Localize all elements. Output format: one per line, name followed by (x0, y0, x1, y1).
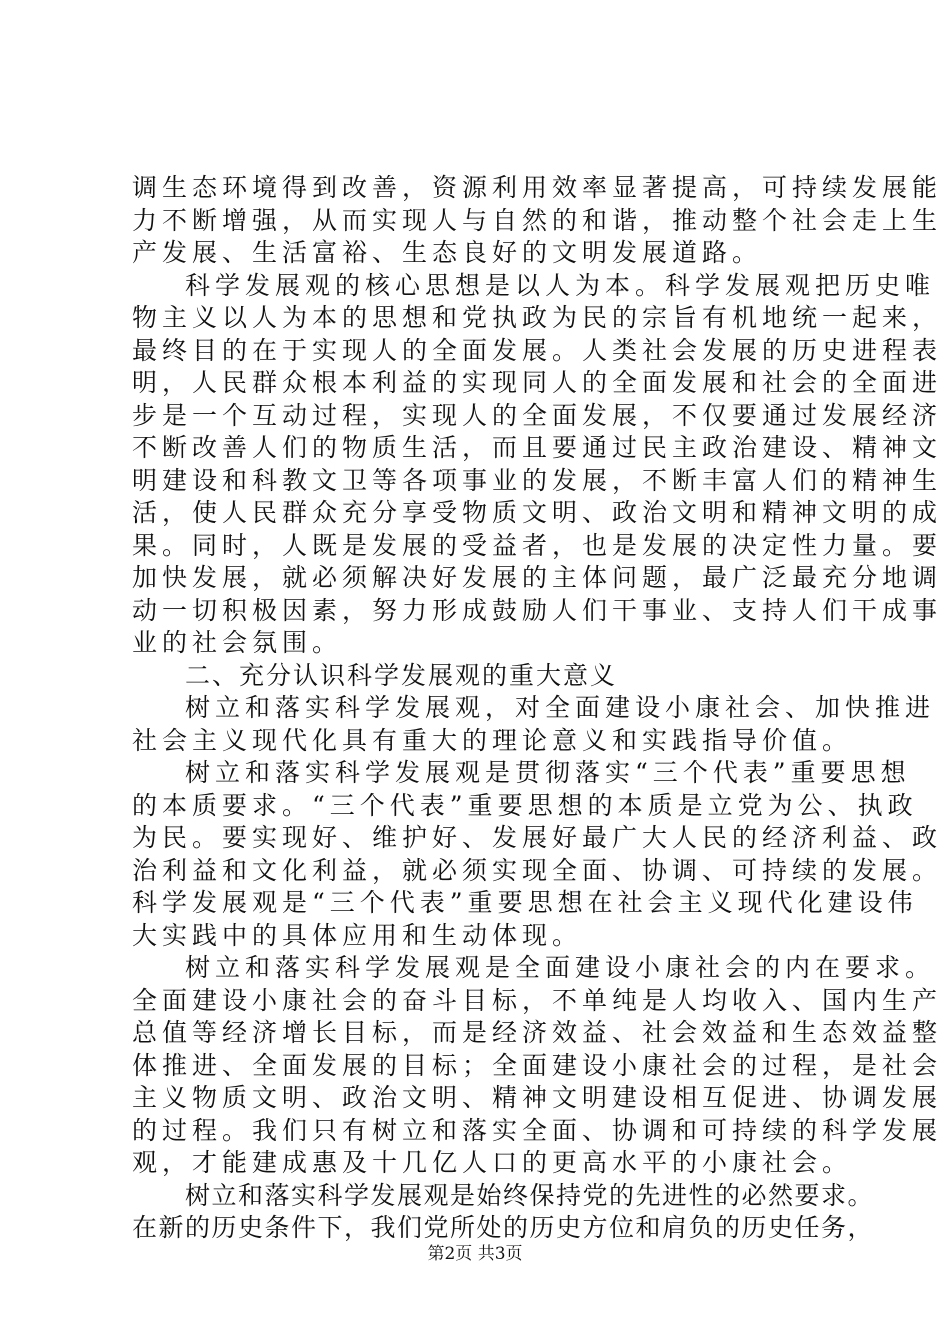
text-line: 最终目的在于实现人的全面发展。人类社会发展的历史进程表 (132, 335, 943, 365)
body-text (132, 172, 943, 1245)
page-footer: 第2页 共3页 (427, 1244, 523, 1264)
text-line: 的本质要求。“三个代表”重要思想的本质是立党为公、执政 (132, 790, 918, 820)
text-line: 加快发展，就必须解决好发展的主体问题，最广泛最充分地调 (132, 563, 943, 592)
text-line: 业的社会氛围。 (132, 628, 343, 657)
text-line: 产发展、生活富裕、生态良好的文明发展道路。 (132, 238, 763, 267)
text-line: 果。同时，人既是发展的受益者，也是发展的决定性力量。要 (132, 530, 943, 560)
text-line: 树立和落实科学发展观是贯彻落实“三个代表”重要思想 (185, 758, 911, 787)
text-line: 全面建设小康社会的奋斗目标，不单纯是人均收入、国内生产 (132, 985, 943, 1015)
text-line: 步是一个互动过程，实现人的全面发展，不仅要通过发展经济 (132, 400, 943, 430)
text-line: 树立和落实科学发展观是始终保持党的先进性的必然要求。 (185, 1180, 875, 1210)
text-line: 观，才能建成惠及十几亿人口的更高水平的小康社会。 (132, 1148, 853, 1177)
text-line: 为民。要实现好、维护好、发展好最广大人民的经济利益、政 (132, 823, 943, 852)
text-line: 调生态环境得到改善，资源利用效率显著提高，可持续发展能 (132, 173, 943, 202)
text-line: 总值等经济增长目标，而是经济效益、社会效益和生态效益整 (132, 1018, 943, 1047)
text-line: 树立和落实科学发展观是全面建设小康社会的内在要求。 (185, 953, 936, 982)
text-line: 明建设和科教文卫等各项事业的发展，不断丰富人们的精神生 (132, 465, 943, 495)
text-line: 动一切积极因素，努力形成鼓励人们干事业、支持人们干成事 (132, 595, 943, 625)
text-line: 不断改善人们的物质生活，而且要通过民主政治建设、精神文 (132, 433, 943, 462)
text-line: 树立和落实科学发展观，对全面建设小康社会、加快推进 (185, 693, 936, 722)
text-line: 物主义以人为本的思想和党执政为民的宗旨有机地统一起来， (132, 303, 943, 332)
text-line: 活，使人民群众充分享受物质文明、政治文明和精神文明的成 (132, 498, 943, 527)
text-line: 大实践中的具体应用和生动体现。 (132, 920, 583, 950)
text-line: 明，人民群众根本利益的实现同人的全面发展和社会的全面进 (132, 368, 943, 397)
text-line: 力不断增强，从而实现人与自然的和谐，推动整个社会走上生 (132, 205, 943, 235)
text-line: 主义物质文明、政治文明、精神文明建设相互促进、协调发展 (132, 1083, 943, 1112)
text-line: 治利益和文化利益，就必须实现全面、协调、可持续的发展。 (132, 855, 943, 885)
text-line: 体推进、全面发展的目标；全面建设小康社会的过程，是社会 (132, 1050, 943, 1080)
text-line: 科学发展观的核心思想是以人为本。科学发展观把历史唯 (185, 270, 936, 300)
text-line: 社会主义现代化具有重大的理论意义和实践指导价值。 (132, 725, 853, 755)
text-line: 的过程。我们只有树立和落实全面、协调和可持续的科学发展 (132, 1115, 943, 1145)
text-line: 二、充分认识科学发展观的重大意义 (185, 660, 618, 690)
text-line: 在新的历史条件下，我们党所处的历史方位和肩负的历史任务， (132, 1213, 875, 1242)
text-line: 科学发展观是“三个代表”重要思想在社会主义现代化建设伟 (132, 888, 918, 917)
